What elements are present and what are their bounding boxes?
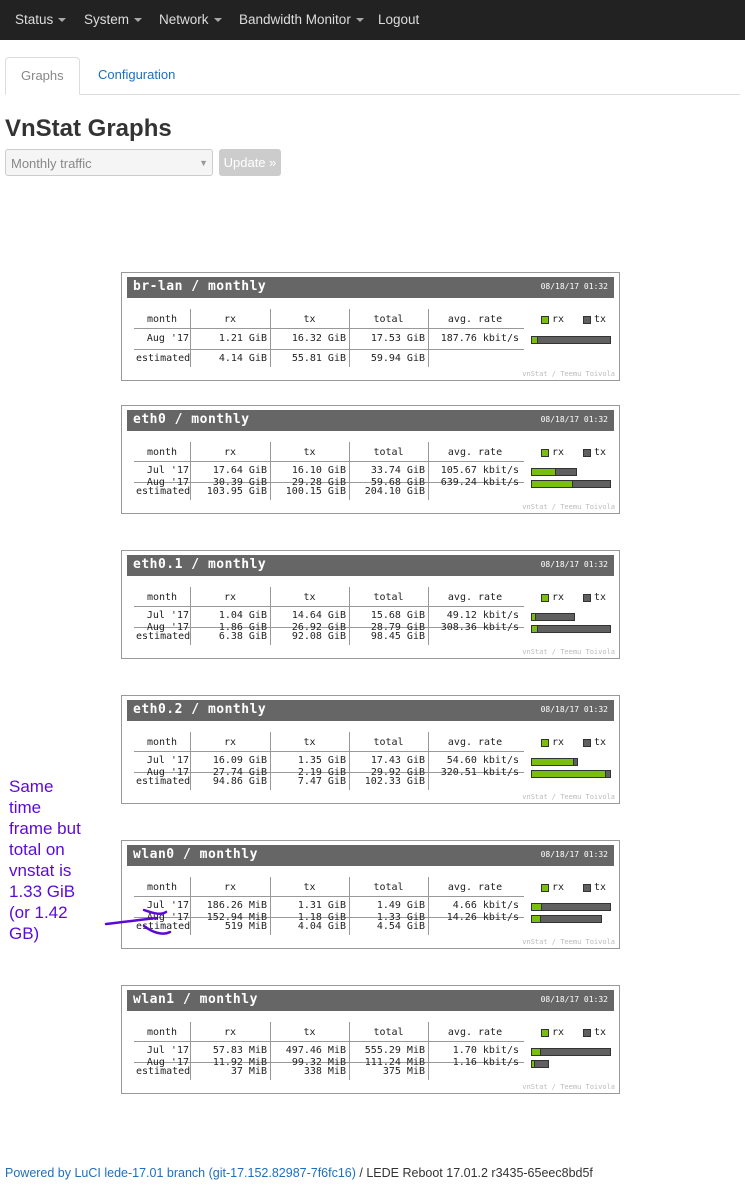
cell-month: Aug '17 [146, 767, 189, 778]
cell-tx: 2.19 GiB [297, 767, 346, 778]
column-header: tx [303, 882, 316, 893]
top-navbar [0, 0, 745, 40]
tab-bar [5, 57, 740, 95]
estimated-rx: 94.86 GiB [212, 776, 267, 787]
column-header: avg. rate [447, 447, 503, 458]
cell-tx: 26.92 GiB [291, 622, 346, 633]
estimated-total: 4.54 GiB [376, 921, 425, 932]
vnstat-graph [121, 272, 620, 381]
column-divider [428, 1022, 429, 1080]
cell-rx: 11.92 MiB [212, 1057, 267, 1068]
estimated-rx: 519 MiB [224, 921, 267, 932]
tx-legend-label: tx [594, 882, 607, 893]
cell-rate: 4.66 kbit/s [452, 900, 519, 911]
column-header: rx [223, 592, 237, 603]
tx-legend-label: tx [594, 592, 607, 603]
column-divider [428, 442, 429, 500]
estimated-tx: 92.08 GiB [291, 631, 346, 642]
graph-header [127, 845, 614, 866]
traffic-bar-tx [531, 336, 611, 344]
cell-total: 111.24 MiB [364, 1057, 425, 1068]
page-title: VnStat Graphs [5, 115, 172, 142]
rx-legend-label: rx [552, 882, 565, 893]
tx-legend-label: tx [594, 737, 607, 748]
column-divider [349, 309, 350, 367]
cell-month: Jul '17 [146, 755, 189, 766]
cell-tx: 1.35 GiB [297, 755, 346, 766]
rx-legend-swatch [541, 594, 549, 602]
traffic-bar-rx [531, 336, 538, 344]
table-divider [134, 751, 524, 752]
graph-title: eth0 / monthly [133, 412, 250, 427]
cell-rate: 14.26 kbit/s [446, 912, 519, 923]
cell-total: 59.68 GiB [370, 477, 425, 488]
cell-rx: 27.74 GiB [212, 767, 267, 778]
graph-date: 08/18/17 01:32 [540, 850, 608, 859]
cell-month: Aug '17 [146, 622, 189, 633]
cell-total: 1.49 GiB [376, 900, 425, 911]
rx-legend-label: rx [552, 447, 565, 458]
column-header: total [373, 737, 404, 748]
annotation-line: (or 1.42 [9, 903, 68, 922]
cell-rate: 49.12 kbit/s [446, 610, 519, 621]
estimated-total: 375 MiB [382, 1066, 425, 1077]
column-divider [270, 587, 271, 645]
graph-type-value: Monthly traffic [11, 156, 92, 171]
cell-rx: 16.09 GiB [212, 755, 267, 766]
vnstat-graph [121, 985, 620, 1094]
estimated-rx: 6.38 GiB [218, 631, 267, 642]
nav-system-label: System [84, 12, 130, 27]
column-divider [349, 587, 350, 645]
estimated-total: 204.10 GiB [364, 486, 425, 497]
cell-total: 1.33 GiB [376, 912, 425, 923]
traffic-bar-tx [531, 915, 602, 923]
graph-credit: vnStat / Teemu Toivola [522, 1083, 615, 1091]
graph-title: wlan1 / monthly [133, 992, 258, 1007]
nav-system-menu[interactable] [84, 0, 142, 40]
estimated-tx: 100.15 GiB [285, 486, 346, 497]
table-divider [134, 349, 524, 350]
tab-configuration[interactable]: Configuration [98, 67, 176, 82]
cell-rate: 1.70 kbit/s [452, 1045, 519, 1056]
annotation-line: total on [9, 840, 65, 859]
table-divider [134, 896, 524, 897]
rx-legend-swatch [541, 1029, 549, 1037]
nav-status-menu[interactable] [15, 0, 66, 40]
column-header: rx [223, 447, 237, 458]
graph-credit: vnStat / Teemu Toivola [522, 648, 615, 656]
column-header: tx [303, 1027, 316, 1038]
nav-logout-link[interactable] [378, 0, 419, 40]
table-divider [134, 606, 524, 607]
column-header: tx [303, 314, 316, 325]
column-divider [428, 877, 429, 935]
traffic-bar-rx [531, 468, 556, 476]
traffic-bar-rx [531, 758, 574, 766]
cell-month: Aug '17 [146, 477, 189, 488]
cell-rate: 187.76 kbit/s [440, 333, 519, 344]
chevron-down-icon [134, 18, 142, 22]
cell-rate: 105.67 kbit/s [440, 465, 519, 476]
footer-version: / LEDE Reboot 17.01.2 r3435-65eec8bd5f [355, 1166, 593, 1180]
graph-header [127, 555, 614, 576]
cell-tx: 1.18 GiB [297, 912, 346, 923]
column-header: month [146, 1027, 178, 1038]
tab-graphs[interactable]: Graphs [5, 57, 80, 95]
column-divider [428, 732, 429, 790]
graph-date: 08/18/17 01:32 [540, 415, 608, 424]
estimated-total: 98.45 GiB [370, 631, 425, 642]
cell-rx: 186.26 MiB [206, 900, 267, 911]
cell-rate: 54.60 kbit/s [446, 755, 519, 766]
estimated-tx: 4.04 GiB [297, 921, 346, 932]
column-header: rx [223, 737, 237, 748]
estimated-label: estimated [136, 1066, 191, 1077]
graph-type-select[interactable] [5, 149, 213, 176]
nav-status-label: Status [15, 12, 54, 27]
rx-legend-swatch [541, 884, 549, 892]
traffic-bar-tx [531, 903, 611, 911]
graph-date: 08/18/17 01:32 [540, 560, 608, 569]
graph-date: 08/18/17 01:32 [540, 282, 608, 291]
column-header: rx [223, 882, 237, 893]
cell-total: 17.43 GiB [370, 755, 425, 766]
annotation-line: GB) [9, 924, 40, 943]
tx-legend-swatch [583, 1029, 591, 1037]
cell-month: Aug '17 [146, 912, 189, 923]
column-header: month [146, 737, 178, 748]
estimated-label: estimated [136, 353, 191, 364]
cell-rate: 308.36 kbit/s [440, 622, 519, 633]
estimated-label: estimated [136, 776, 191, 787]
nav-network-menu[interactable] [159, 0, 222, 40]
traffic-bar-rx [531, 480, 573, 488]
tx-legend-label: tx [594, 1027, 607, 1038]
graph-header [127, 700, 614, 721]
table-divider [134, 328, 524, 329]
graph-header [127, 990, 614, 1011]
rx-legend-swatch [541, 316, 549, 324]
rx-legend-label: rx [552, 1027, 565, 1038]
tx-legend-swatch [583, 594, 591, 602]
graph-credit: vnStat / Teemu Toivola [522, 503, 615, 511]
column-header: rx [223, 1027, 237, 1038]
column-divider [270, 1022, 271, 1080]
cell-rx: 57.83 MiB [212, 1045, 267, 1056]
column-divider [270, 309, 271, 367]
cell-tx: 16.10 GiB [291, 465, 346, 476]
annotation-line: time [9, 798, 42, 817]
cell-rx: 17.64 GiB [212, 465, 267, 476]
cell-total: 33.74 GiB [370, 465, 425, 476]
tx-legend-swatch [583, 316, 591, 324]
cell-tx: 1.31 GiB [297, 900, 346, 911]
estimated-tx: 55.81 GiB [291, 353, 346, 364]
column-header: avg. rate [447, 314, 503, 325]
graph-date: 08/18/17 01:32 [540, 995, 608, 1004]
column-divider [349, 877, 350, 935]
traffic-bar-rx [531, 1060, 535, 1068]
column-header: month [146, 592, 178, 603]
column-divider [270, 877, 271, 935]
traffic-bar-rx [531, 770, 606, 778]
graph-credit: vnStat / Teemu Toivola [522, 793, 615, 801]
annotation-arrow-icon [104, 902, 174, 936]
column-header: total [373, 447, 404, 458]
column-header: total [373, 1027, 404, 1038]
estimated-total: 59.94 GiB [370, 353, 425, 364]
cell-rx: 30.39 GiB [212, 477, 267, 488]
graph-header [127, 410, 614, 431]
column-header: avg. rate [447, 1027, 503, 1038]
chevron-down-icon [356, 18, 364, 22]
tx-legend-label: tx [594, 314, 607, 325]
cell-month: Jul '17 [146, 1045, 189, 1056]
table-divider [134, 1041, 524, 1042]
column-header: month [146, 447, 178, 458]
traffic-bar-tx [531, 625, 611, 633]
annotation-line: vnstat is [9, 861, 72, 880]
graph-title: eth0.1 / monthly [133, 557, 267, 572]
cell-rate: 639.24 kbit/s [440, 477, 519, 488]
estimated-label: estimated [136, 486, 191, 497]
column-divider [428, 309, 429, 367]
cell-rate: 320.51 kbit/s [440, 767, 519, 778]
cell-total: 28.79 GiB [370, 622, 425, 633]
tx-legend-swatch [583, 449, 591, 457]
nav-bandwidth-menu[interactable] [239, 0, 364, 40]
column-divider [349, 732, 350, 790]
cell-tx: 99.32 MiB [291, 1057, 346, 1068]
tx-legend-swatch [583, 884, 591, 892]
column-header: tx [303, 737, 316, 748]
traffic-bar-rx [531, 613, 536, 621]
column-header: avg. rate [447, 592, 503, 603]
estimated-rx: 103.95 GiB [206, 486, 267, 497]
estimated-tx: 338 MiB [303, 1066, 346, 1077]
column-header: month [146, 314, 178, 325]
nav-bandwidth-label: Bandwidth Monitor [239, 12, 351, 27]
cell-tx: 14.64 GiB [291, 610, 346, 621]
column-divider [270, 732, 271, 790]
column-header: avg. rate [447, 882, 503, 893]
annotation-line: 1.33 GiB [9, 882, 76, 901]
column-header: tx [303, 592, 316, 603]
cell-month: Jul '17 [146, 610, 189, 621]
column-header: month [146, 882, 178, 893]
column-divider [428, 587, 429, 645]
cell-tx: 29.28 GiB [291, 477, 346, 488]
table-divider [134, 461, 524, 462]
dropdown-arrow-icon: ▼ [199, 158, 208, 168]
graph-header [127, 277, 614, 298]
column-header: total [373, 314, 404, 325]
cell-tx: 497.46 MiB [285, 1045, 346, 1056]
traffic-bar-tx [531, 613, 575, 621]
chevron-down-icon [214, 18, 222, 22]
estimated-rx: 37 MiB [230, 1066, 267, 1077]
graph-title: br-lan / monthly [133, 279, 267, 294]
column-header: total [373, 882, 404, 893]
page-footer [5, 1166, 593, 1180]
annotation-line: Same [9, 777, 54, 796]
tx-legend-label: tx [594, 447, 607, 458]
vnstat-graph [121, 695, 620, 804]
nav-network-label: Network [159, 12, 209, 27]
chevron-down-icon [58, 18, 66, 22]
column-divider [270, 442, 271, 500]
column-header: tx [303, 447, 316, 458]
cell-tx: 16.32 GiB [291, 333, 346, 344]
cell-rx: 152.94 MiB [206, 912, 267, 923]
vnstat-graph [121, 840, 620, 949]
vnstat-graph [121, 550, 620, 659]
graph-date: 08/18/17 01:32 [540, 705, 608, 714]
cell-rate: 1.16 kbit/s [452, 1057, 519, 1068]
column-header: total [373, 592, 404, 603]
graph-credit: vnStat / Teemu Toivola [522, 370, 615, 378]
column-divider [349, 1022, 350, 1080]
rx-legend-label: rx [552, 314, 565, 325]
column-header: avg. rate [447, 737, 503, 748]
nav-logout-label: Logout [378, 12, 420, 27]
cell-rx: 1.21 GiB [218, 333, 267, 344]
estimated-rx: 4.14 GiB [218, 353, 267, 364]
rx-legend-swatch [541, 449, 549, 457]
rx-legend-label: rx [552, 592, 565, 603]
graph-credit: vnStat / Teemu Toivola [522, 938, 615, 946]
cell-total: 555.29 MiB [364, 1045, 425, 1056]
graph-title: wlan0 / monthly [133, 847, 258, 862]
traffic-bar-rx [531, 1048, 541, 1056]
annotation-line: frame but [9, 819, 81, 838]
annotation-note [9, 776, 114, 944]
update-button[interactable]: Update » [219, 149, 281, 176]
rx-legend-swatch [541, 739, 549, 747]
tx-legend-swatch [583, 739, 591, 747]
cell-rx: 1.86 GiB [218, 622, 267, 633]
graph-title: eth0.2 / monthly [133, 702, 267, 717]
traffic-bar-rx [531, 903, 542, 911]
traffic-bar-rx [531, 915, 541, 923]
traffic-bar-rx [531, 625, 538, 633]
cell-rx: 1.04 GiB [218, 610, 267, 621]
traffic-bar-tx [531, 1048, 611, 1056]
estimated-total: 102.33 GiB [364, 776, 425, 787]
cell-total: 29.92 GiB [370, 767, 425, 778]
column-header: rx [223, 314, 237, 325]
cell-month: Jul '17 [146, 900, 189, 911]
rx-legend-label: rx [552, 737, 565, 748]
estimated-label: estimated [136, 631, 191, 642]
estimated-tx: 7.47 GiB [297, 776, 346, 787]
cell-month: Aug '17 [146, 333, 189, 344]
cell-month: Aug '17 [146, 1057, 189, 1068]
column-divider [349, 442, 350, 500]
cell-month: Jul '17 [146, 465, 189, 476]
cell-total: 15.68 GiB [370, 610, 425, 621]
cell-total: 17.53 GiB [370, 333, 425, 344]
vnstat-graph [121, 405, 620, 514]
luci-link[interactable]: Powered by LuCI lede-17.01 branch (git-17.152.82987-7f6fc16) [5, 1166, 356, 1180]
estimated-label: estimated [136, 921, 191, 932]
